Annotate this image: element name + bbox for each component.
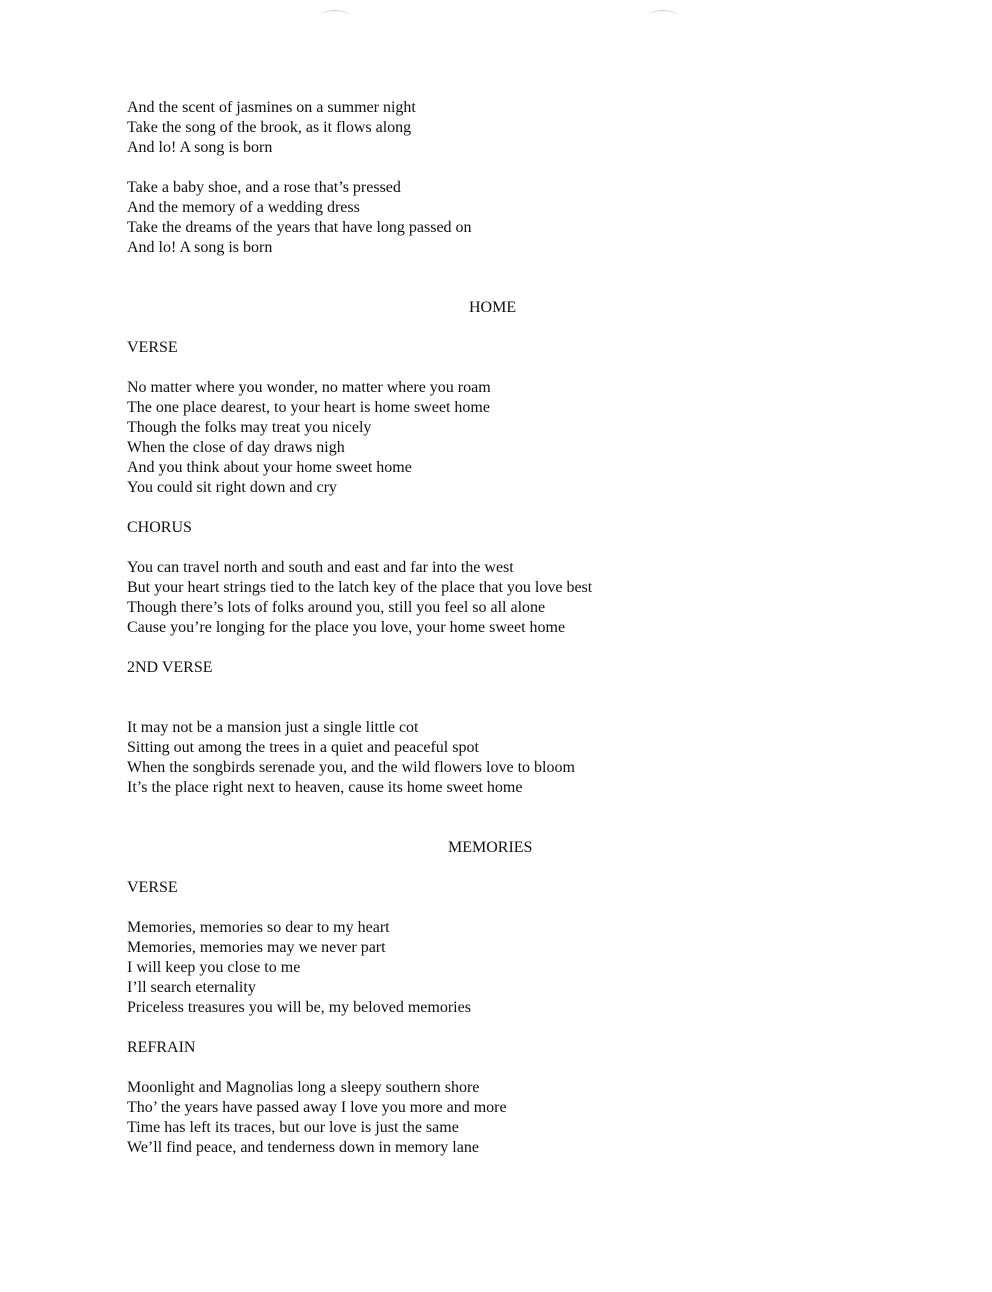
- lyric-line: Memories, memories so dear to my heart: [127, 919, 390, 936]
- lyric-line: I will keep you close to me: [127, 959, 301, 976]
- lyric-line: Priceless treasures you will be, my beloved memories: [127, 999, 471, 1016]
- memories-refrain: [127, 1078, 887, 1158]
- memories-verse: [127, 918, 887, 1018]
- section-label-verse: VERSE: [127, 879, 178, 896]
- lyric-line: Take the dreams of the years that have long passed on: [127, 219, 472, 236]
- lyric-line: It may not be a mansion just a single little cot: [127, 719, 419, 736]
- song-title-home: HOME: [469, 299, 517, 316]
- lyric-line: Moonlight and Magnolias long a sleepy southern shore: [127, 1079, 480, 1096]
- lyrics-content: [127, 98, 887, 1158]
- punch-hole-mark: [320, 10, 350, 23]
- lyric-line: No matter where you wonder, no matter where you roam: [127, 379, 491, 396]
- intro-verse-2: [127, 178, 887, 258]
- lyric-line: You can travel north and south and east and far into the west: [127, 559, 514, 576]
- home-title-row: [127, 298, 887, 318]
- lyric-line: Take a baby shoe, and a rose that’s pressed: [127, 179, 401, 196]
- lyric-line: But your heart strings tied to the latch key of the place that you love best: [127, 579, 593, 596]
- lyric-line: Time has left its traces, but our love is just the same: [127, 1119, 459, 1136]
- lyric-line: And you think about your home sweet home: [127, 459, 412, 476]
- lyric-line: Though there’s lots of folks around you, still you feel so all alone: [127, 599, 546, 616]
- lyric-line: When the songbirds serenade you, and the wild flowers love to bloom: [127, 759, 575, 776]
- home-verse: [127, 378, 887, 498]
- section-label-verse: VERSE: [127, 339, 178, 356]
- lyric-line: Though the folks may treat you nicely: [127, 419, 372, 436]
- section-label-refrain: REFRAIN: [127, 1039, 196, 1056]
- section-label-2nd-verse: 2ND VERSE: [127, 659, 213, 676]
- home-chorus: [127, 558, 887, 638]
- lyric-line: And the memory of a wedding dress: [127, 199, 360, 216]
- memories-title-row: [127, 838, 887, 858]
- home-verse-2: [127, 718, 887, 798]
- lyric-line: Cause you’re longing for the place you love, your home sweet home: [127, 619, 566, 636]
- lyric-line: I’ll search eternality: [127, 979, 256, 996]
- lyric-line: We’ll find peace, and tenderness down in memory lane: [127, 1139, 479, 1156]
- lyric-line: When the close of day draws nigh: [127, 439, 345, 456]
- song-title-memories: MEMORIES: [448, 839, 533, 856]
- lyric-line: And lo! A song is born: [127, 139, 273, 156]
- lyric-line: Take the song of the brook, as it flows along: [127, 119, 412, 136]
- lyric-line: Memories, memories may we never part: [127, 939, 386, 956]
- lyric-line: And the scent of jasmines on a summer night: [127, 99, 416, 116]
- lyric-line: Tho’ the years have passed away I love you more and more: [127, 1099, 507, 1116]
- lyric-line: Sitting out among the trees in a quiet and peaceful spot: [127, 739, 479, 756]
- section-label-chorus: CHORUS: [127, 519, 192, 536]
- lyric-line: And lo! A song is born: [127, 239, 273, 256]
- punch-hole-mark: [648, 10, 678, 23]
- lyric-line: The one place dearest, to your heart is home sweet home: [127, 399, 490, 416]
- lyric-line: You could sit right down and cry: [127, 479, 337, 496]
- intro-verse-1: [127, 98, 887, 158]
- lyric-line: It’s the place right next to heaven, cause its home sweet home: [127, 779, 523, 796]
